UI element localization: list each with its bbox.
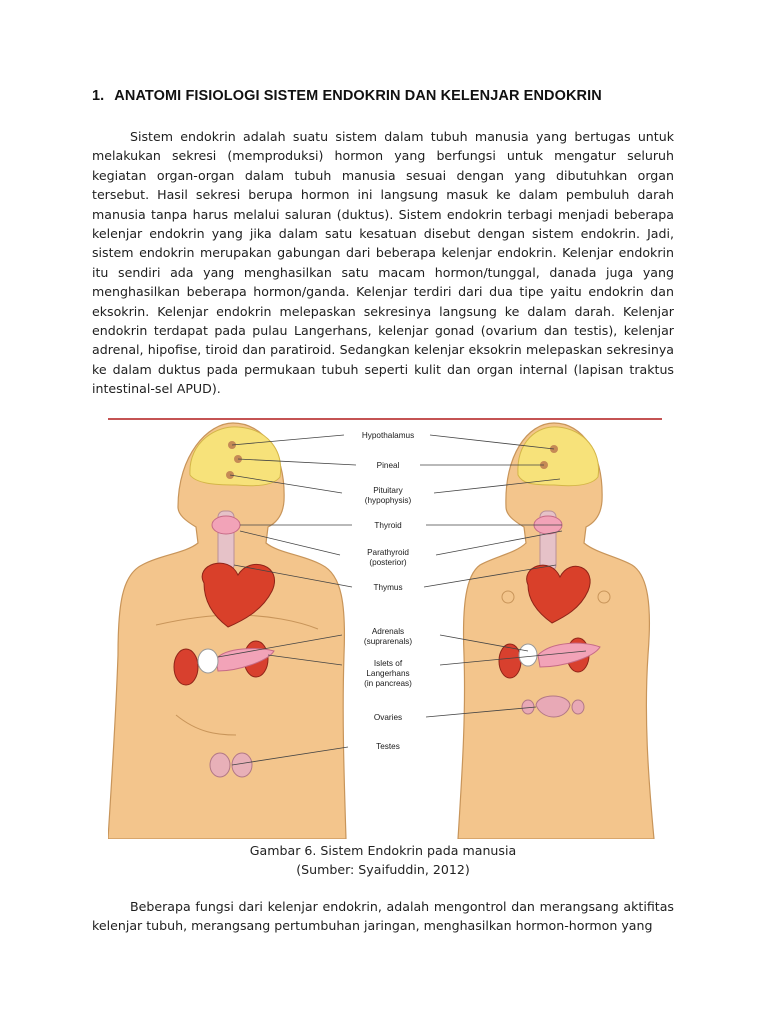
label-testes: Testes: [376, 742, 400, 751]
section-number: 1.: [92, 88, 105, 104]
section-heading: [92, 88, 692, 104]
intro-paragraph: [92, 127, 674, 399]
female-adrenal: [519, 644, 537, 666]
label-hypothalamus: Hypothalamus: [361, 431, 415, 440]
label-adrenals: Adrenals: [371, 627, 405, 636]
label-pituitary: Pituitary: [373, 486, 403, 495]
male-thyroid-shape: [212, 516, 240, 534]
endocrine-diagram: [108, 415, 664, 839]
label-thyroid: Thyroid: [374, 521, 402, 530]
label-pineal: Pineal: [376, 461, 400, 470]
label-parathyroid-sub: (posterior): [369, 558, 407, 567]
label-adrenals-sub: (suprarenals): [363, 637, 413, 646]
endocrine-figure: [108, 415, 664, 839]
label-in-pancreas: (in pancreas): [364, 679, 412, 688]
label-langerhans: Langerhans: [366, 669, 410, 678]
intro-paragraph-text: Sistem endokrin adalah suatu sistem dalam tubuh manusia yang bertugas untuk melakukan sekresi (memproduksi) hormon yang berfungsi untuk mengatur seluruh kegiatan organ-organ dalam tubuh manusia sesuai dengan yang dibutuhkan organ tersebut. Hasil sekresi berupa hormon ini langsung masuk ke dalam pembuluh darah manusia tanpa harus melalui saluran (duktus). Sistem endokrin terbagi menjadi beberapa kelenjar endokrin yang jika dalam satu kesatuan disebut dengan sistem endokrin. Jadi, sistem endokrin merupakan gabungan dari beberapa kelenjar endokrin. Kelenjar endokrin itu sendiri ada yang menghasilkan satu macam hormon/tunggal, danada juga yang menghasilkan beberapa hormon/ganda. Kelenjar terdiri dari dua tipe yaitu endokrin dan eksokrin. Kelenjar endokrin melepaskan sekresinya langsung ke dalam darah. Kelenjar endokrin terdapat pada pulau Langerhans, kelenjar gonad (ovarium dan testis), kelenjar adrenal, hipofise, tiroid dan paratiroid. Sedangkan kelenjar eksokrin melepaskan sekresinya ke dalam duktus pada permukaan tubuh seperti kulit dan organ internal (lapisan traktus intestinal-sel APUD).: [92, 129, 674, 397]
male-kidney-right: [174, 649, 198, 685]
label-ovaries: Ovaries: [373, 713, 403, 722]
male-body: [108, 423, 346, 839]
functions-paragraph-text: Beberapa fungsi dari kelenjar endokrin, adalah mengontrol dan merangsang aktifitas kelenjar tubuh, merangsang pertumbuhan jaringan, menghasilkan hormon-hormon yang: [92, 899, 674, 934]
section-title: ANATOMI FISIOLOGI SISTEM ENDOKRIN DAN KELENJAR ENDOKRIN: [114, 88, 602, 104]
label-thymus: Thymus: [373, 583, 403, 592]
label-islets: Islets of: [373, 659, 403, 668]
label-pituitary-sub: (hypophysis): [364, 496, 412, 505]
figure-source: (Sumber: Syaifuddin, 2012): [296, 862, 470, 877]
female-ovary-left: [572, 700, 584, 714]
functions-paragraph: [92, 897, 674, 936]
label-parathyroid: Parathyroid: [367, 548, 409, 557]
male-adrenal: [198, 649, 218, 673]
male-testis-right: [210, 753, 230, 777]
male-testis-left: [232, 753, 252, 777]
figure-caption: Gambar 6. Sistem Endokrin pada manusia: [249, 843, 517, 858]
